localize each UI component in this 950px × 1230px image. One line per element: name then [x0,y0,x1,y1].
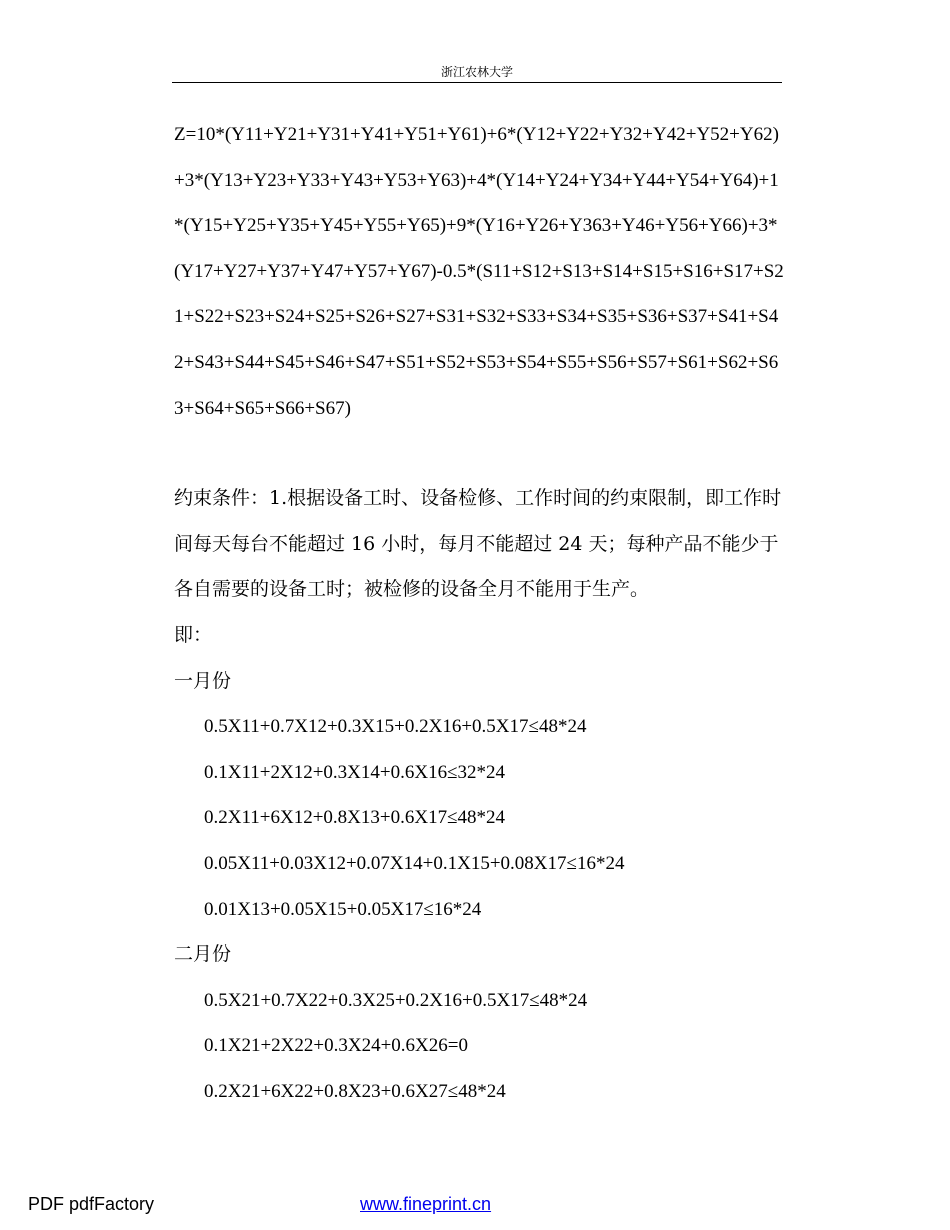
month-label-february: 二月份 [174,943,232,966]
constraint-line: 0.05X11+0.03X12+0.07X14+0.1X15+0.08X17≤16*24 [204,852,625,874]
month-section-february [174,932,784,1114]
constraint-line: 0.1X11+2X12+0.3X14+0.6X16≤32*24 [204,761,506,783]
ie-label: 即： [174,623,213,646]
constraint-line: 0.01X13+0.05X15+0.05X17≤16*24 [204,898,482,920]
header-rule [172,82,782,83]
month-section-january [174,659,784,933]
footer-pdffactory-label: PDF pdfFactory [28,1194,155,1214]
objective-function: Z=10*(Y11+Y21+Y31+Y41+Y51+Y61)+6*(Y12+Y22+Y32+Y42+Y52+Y62)+3*(Y13+Y23+Y33+Y43+Y53+Y63)+4*(Y14+Y24+Y34+Y44+Y54+Y64)+1*(Y15+Y25+Y35+Y45+Y55+Y65)+9*(Y16+Y26+Y363+Y46+Y56+Y66)+3*(Y17+Y27+Y37+Y47+Y57+Y67)-0.5*(S11+S12+S13+S14+S15+S16+S17+S21+S22+S23+S24+S25+S26+S27+S31+S32+S33+S34+S35+S36+S37+S41+S42+S43+S44+S45+S46+S47+S51+S52+S53+S54+S55+S56+S57+S61+S62+S63+S64+S65+S66+S67) [174,124,784,419]
page-header-title: 浙江农林大学 [440,65,513,79]
paragraph-gap [174,431,784,476]
constraint-line: 0.2X11+6X12+0.8X13+0.6X17≤48*24 [204,807,506,829]
constraint-line: 0.5X11+0.7X12+0.3X15+0.2X16+0.5X17≤48*24 [204,716,587,738]
footer-fineprint-link[interactable]: www.fineprint.cn [360,1194,492,1214]
document-body [174,112,784,1114]
month-label-january: 一月份 [174,669,232,692]
constraint-line: 0.1X21+2X22+0.3X24+0.6X26=0 [204,1035,468,1057]
constraints-intro: 约束条件：1.根据设备工时、设备检修、工作时间的约束限制，即工作时间每天每台不能超过 16 小时，每月不能超过 24 天；每种产品不能少于各自需要的设备工时；被检修的设备全月不能用于生产。 [174,487,782,601]
constraint-line: 0.5X21+0.7X22+0.3X25+0.2X16+0.5X17≤48*24 [204,989,588,1011]
constraint-line: 0.2X21+6X22+0.8X23+0.6X27≤48*24 [204,1080,506,1102]
